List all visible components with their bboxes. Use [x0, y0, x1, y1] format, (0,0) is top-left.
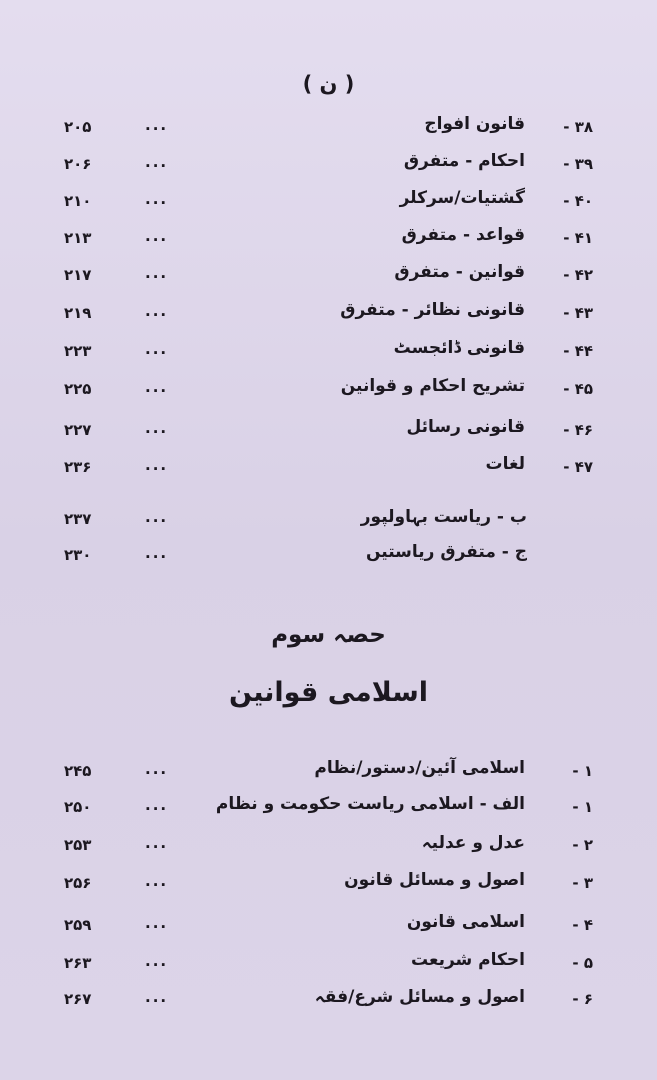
- toc-row: [0, 984, 657, 1018]
- entry-title: گشتیات/سرکلر: [399, 188, 525, 208]
- toc-row: [0, 868, 657, 902]
- toc-row: [0, 792, 657, 826]
- toc-row: [0, 374, 657, 408]
- leader-dots: ...: [145, 988, 169, 1006]
- entry-page: ۲۰۶: [64, 155, 92, 173]
- entry-number: ۳ -: [572, 874, 593, 892]
- entry-page: ۲۴۵: [64, 762, 92, 780]
- part-heading: حصہ سوم: [271, 622, 386, 648]
- entry-title: ج - متفرق ریاستیں: [366, 542, 527, 562]
- leader-dots: ...: [145, 796, 169, 814]
- toc-row: [0, 186, 657, 220]
- entry-title: عدل و عدلیہ: [421, 833, 525, 853]
- leader-dots: ...: [145, 116, 169, 134]
- entry-title: اسلامی آئین/دستور/نظام: [314, 758, 525, 778]
- leader-dots: ...: [145, 419, 169, 437]
- entry-title: ب - ریاست بہاولپور: [360, 507, 527, 527]
- entry-title: احکام شریعت: [411, 950, 525, 970]
- entry-title: اسلامی قانون: [406, 912, 525, 932]
- leader-dots: ...: [145, 378, 169, 396]
- entry-number: ۴۲ -: [563, 266, 593, 284]
- toc-row: [0, 910, 657, 944]
- entry-title: اصول و مسائل قانون: [344, 870, 525, 890]
- toc-row: [0, 336, 657, 370]
- leader-dots: ...: [145, 340, 169, 358]
- entry-page: ۲۵۳: [64, 836, 92, 854]
- toc-row: [0, 223, 657, 257]
- entry-title: تشریح احکام و قوانین: [340, 376, 525, 396]
- leader-dots: ...: [145, 834, 169, 852]
- entry-title: احکام - متفرق: [403, 151, 525, 171]
- leader-dots: ...: [145, 227, 169, 245]
- leader-dots: ...: [145, 872, 169, 890]
- toc-row: [0, 540, 657, 574]
- leader-dots: ...: [145, 544, 169, 562]
- entry-page: ۲۱۹: [64, 304, 92, 322]
- entry-page: ۲۵۹: [64, 916, 92, 934]
- entry-number: ۲ -: [572, 836, 593, 854]
- toc-row: [0, 830, 657, 864]
- entry-number: ۴۳ -: [563, 304, 593, 322]
- entry-title: قواعد - متفرق: [401, 225, 525, 245]
- entry-page: ۲۵۰: [64, 798, 92, 816]
- entry-page: ۲۲۳: [64, 342, 92, 360]
- page-marker: ( ن ): [302, 72, 355, 96]
- leader-dots: ...: [145, 760, 169, 778]
- entry-page: ۲۵۶: [64, 874, 92, 892]
- toc-row: [0, 112, 657, 146]
- toc-row: [0, 948, 657, 982]
- entry-number: ۴۱ -: [563, 229, 593, 247]
- entry-page: ۲۶۷: [64, 990, 92, 1008]
- entry-number: ۱ -: [572, 798, 593, 816]
- entry-page: ۲۳۶: [64, 458, 92, 476]
- toc-row: [0, 260, 657, 294]
- entry-page: ۲۱۷: [64, 266, 92, 284]
- entry-page: ۲۳۷: [64, 510, 92, 528]
- toc-row: [0, 504, 657, 538]
- toc-row: [0, 452, 657, 486]
- entry-title: قانونی ڈائجسٹ: [393, 338, 525, 358]
- entry-page: ۲۳۰: [64, 546, 92, 564]
- toc-row: [0, 415, 657, 449]
- leader-dots: ...: [145, 508, 169, 526]
- entry-number: ۴۵ -: [563, 380, 593, 398]
- entry-title: قوانین - متفرق: [394, 262, 525, 282]
- entry-title: قانونی نظائر - متفرق: [340, 300, 525, 320]
- leader-dots: ...: [145, 264, 169, 282]
- leader-dots: ...: [145, 302, 169, 320]
- entry-page: ۲۰۵: [64, 118, 92, 136]
- entry-title: قانونی رسائل: [406, 417, 525, 437]
- leader-dots: ...: [145, 153, 169, 171]
- leader-dots: ...: [145, 914, 169, 932]
- entry-page: ۲۲۷: [64, 421, 92, 439]
- entry-number: ۳۹ -: [563, 155, 593, 173]
- entry-number: ۳۸ -: [563, 118, 593, 136]
- leader-dots: ...: [145, 190, 169, 208]
- entry-title: اصول و مسائل شرع/فقہ: [314, 987, 525, 1007]
- entry-number: ۴۴ -: [563, 342, 593, 360]
- leader-dots: ...: [145, 952, 169, 970]
- entry-title: لغات: [485, 454, 525, 474]
- toc-row: [0, 149, 657, 183]
- entry-title: الف - اسلامی ریاست حکومت و نظام: [215, 794, 525, 814]
- toc-row: [0, 756, 657, 790]
- entry-number: ۱ -: [572, 762, 593, 780]
- part-title: اسلامی قوانین: [228, 677, 429, 708]
- toc-row: [0, 298, 657, 332]
- entry-title: قانون افواج: [424, 114, 525, 134]
- entry-page: ۲۲۵: [64, 380, 92, 398]
- entry-number: ۴۷ -: [563, 458, 593, 476]
- entry-number: ۶ -: [572, 990, 593, 1008]
- entry-page: ۲۱۰: [64, 192, 92, 210]
- entry-number: ۵ -: [572, 954, 593, 972]
- entry-page: ۲۱۳: [64, 229, 92, 247]
- entry-number: ۴ -: [572, 916, 593, 934]
- entry-number: ۴۰ -: [563, 192, 593, 210]
- leader-dots: ...: [145, 456, 169, 474]
- entry-page: ۲۶۳: [64, 954, 92, 972]
- entry-number: ۴۶ -: [563, 421, 593, 439]
